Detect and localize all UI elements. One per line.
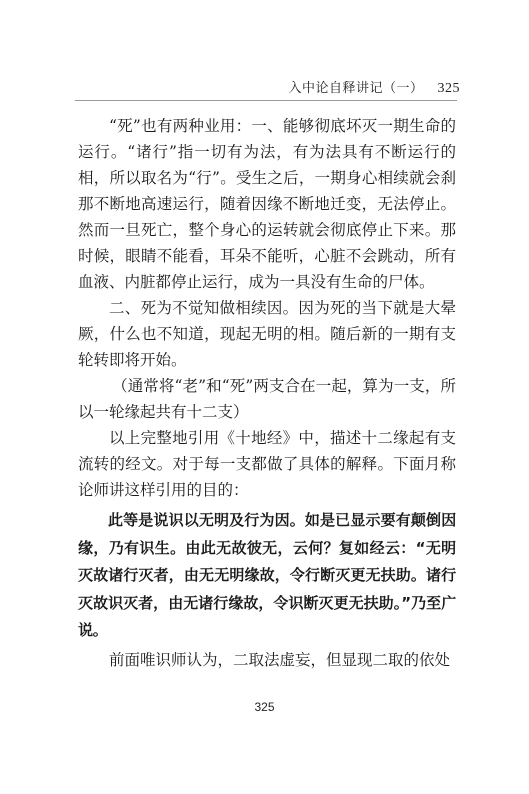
running-title: 入中论自释讲记（一） — [288, 81, 424, 96]
header-page-number: 325 — [437, 81, 460, 96]
paragraph-sutra-summary: 以上完整地引用《十地经》中，描述十二缘起有支流转的经文。对于每一支都做了具体的解释。下面月称论师讲这样引用的目的： — [78, 429, 456, 499]
footer-page-number: 325 — [254, 700, 275, 714]
paragraph-death-functions: “死”也有两种业用：一、能够彻底坏灭一期生命的运行。“诸行”指一切有为法，有为法具有不断运行的相，所以取名为“行”。受生之后，一期身心相续就会刹那不断地高速运行，随着因缘不断地迁变，无法停止。然而一旦死亡，整个身心的运转就会彻底停止下来。那时候，眼睛不能看，耳朵不能听，心脏不会跳动，所有血液、内脏都停止运行，成为一具没有生命的尸体。 — [78, 117, 456, 291]
paragraph-death-cause: 二、死为不觉知做相续因。因为死的当下就是大晕厥，什么也不知道，现起无明的相。随后新的一期有支轮转即将开始。 — [78, 299, 456, 369]
quote-block: 此等是说识以无明及行为因。如是已显示要有颠倒因缘，乃有识生。由此无故彼无，云何？复如经云：“无明灭故诸行灭者，由无无明缘故，令行断灭更无扶助。诸行灭故识灭者，由无诸行缘故，令识断灭更无扶助。”乃至广说。 — [78, 511, 456, 639]
paragraph-note: （通常将“老”和“死”两支合在一起，算为一支，所以一轮缘起共有十二支） — [78, 377, 456, 421]
running-header — [288, 77, 460, 97]
body-text — [78, 113, 456, 673]
paragraph-continuation: 前面唯识师认为，二取法虚妄，但显现二取的依处 — [109, 650, 451, 669]
header-rule — [75, 100, 457, 101]
